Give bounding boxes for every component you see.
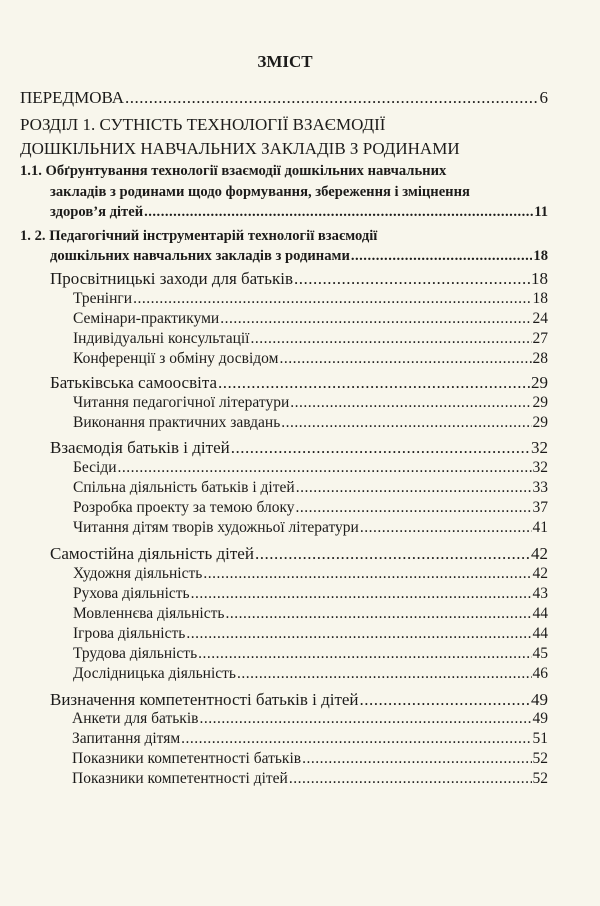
toc-entry-page: 28 [532,350,548,367]
leader-dots [186,624,531,644]
leader-dots [360,690,530,710]
toc-entry [73,498,548,518]
leader-dots [199,709,531,729]
toc-entry [20,115,385,135]
toc-entry-title: Рухова діяльність [73,585,190,602]
toc-entry-title: Конференції з обміну досвідом [73,350,279,367]
leader-dots [198,644,531,664]
toc-entry [73,458,548,478]
leader-dots [296,498,532,518]
leader-dots [290,393,531,413]
leader-dots [118,458,532,478]
toc-entry-page: 32 [532,459,548,476]
toc-entry-title: Читання дітям творів художньої літератури [73,519,359,536]
toc-entry-page: 42 [531,544,548,563]
leader-dots [296,478,532,498]
toc-entry [50,269,548,289]
leader-dots [289,769,532,789]
toc-entry-page: 41 [532,519,548,536]
toc-entry [50,438,548,458]
toc-entry-title: Батьківська самоосвіта [50,373,218,392]
toc-entry [72,769,548,789]
toc-entry [20,226,377,246]
toc-entry [50,373,548,393]
leader-dots [218,373,530,393]
toc-entry-page: 27 [532,330,548,347]
leader-dots [360,518,532,538]
toc-entry [72,709,548,729]
toc-entry-title: Визначення компетентності батьків і дітей [50,690,359,709]
toc-entry [72,749,548,769]
toc-entry-title: Індивідуальні консультації [73,330,250,347]
leader-dots [220,309,531,329]
toc-entry-page: 44 [532,605,548,622]
toc-entry-title: Спільна діяльність батьків і дітей [73,479,295,496]
toc-entry-title: 1.1. Обґрунтування технології взаємодії дошкільних навчальних [20,163,447,179]
toc-entry-page: 33 [532,479,548,496]
toc-entry [73,584,548,604]
toc-entry-page: 18 [533,248,548,264]
leader-dots [279,349,531,369]
toc-entry-page: 44 [532,625,548,642]
leader-dots [203,564,531,584]
toc-entry-page: 24 [532,310,548,327]
toc-entry-title: Виконання практичних завдань [73,414,281,431]
toc-entry-page: 6 [539,88,548,107]
toc-entry [50,690,548,710]
toc-entry [73,329,548,349]
toc-entry-title: Розробка проекту за темою блоку [73,499,295,516]
toc-entry-title: Читання педагогічної літератури [73,394,290,411]
toc-entry [73,309,548,329]
toc-entry-page: 45 [532,645,548,662]
toc-entry [73,644,548,664]
leader-dots [125,88,538,108]
toc-entry [50,202,548,222]
toc-entry-page: 51 [532,730,548,747]
toc-entry-page: 42 [532,565,548,582]
page-title: ЗМІСТ [257,52,313,71]
toc-entry-title: Показники компетентності батьків [72,750,302,767]
toc-entry-page: 18 [532,290,548,307]
toc-entry-page: 52 [532,770,548,787]
toc-entry [73,624,548,644]
toc-entry [73,349,548,369]
toc-entry [73,478,548,498]
leader-dots [281,413,531,433]
toc-entry-page: 29 [531,373,548,392]
toc-entry-title: Трудова діяльність [73,645,198,662]
toc-entry-title: Художня діяльність [73,565,203,582]
toc-entry [50,246,548,266]
leader-dots [255,544,530,564]
leader-dots [225,604,531,624]
toc-entry [20,139,460,159]
toc-entry-title: Самостійна діяльність дітей [50,544,254,563]
toc-entry [20,88,548,108]
toc-entry-page: 29 [532,414,548,431]
toc-entry-page: 11 [534,204,548,220]
toc-entry-title: Просвітницькі заходи для батьків [50,269,293,288]
toc-entry-title: Дослідницька діяльність [73,665,236,682]
toc-entry-page: 49 [532,710,548,727]
toc-entry-title: ДОШКІЛЬНИХ НАВЧАЛЬНИХ ЗАКЛАДІВ З РОДИНАМИ [20,139,460,158]
toc-entry-page: 37 [532,499,548,516]
toc-entry-title: Семінари-практикуми [73,310,220,327]
toc-entry [20,161,446,181]
toc-entry [73,393,548,413]
toc-entry-title: ПЕРЕДМОВА [20,88,125,107]
toc-entry-page: 29 [532,394,548,411]
toc-entry [50,182,470,202]
toc-entry [73,664,548,684]
leader-dots [237,664,532,684]
leader-dots [191,584,532,604]
toc-entry-page: 18 [531,269,548,288]
toc-entry-page: 49 [531,690,548,709]
leader-dots [181,729,531,749]
leader-dots [144,202,533,222]
toc-entry-page: 32 [531,438,548,457]
toc-entry-title: Тренінги [73,290,133,307]
toc-entry-title: РОЗДІЛ 1. СУТНІСТЬ ТЕХНОЛОГІЇ ВЗАЄМОДІЇ [20,115,386,134]
toc-entry-title: Запитання дітям [72,730,181,747]
toc-entry [50,544,548,564]
toc-entry [72,729,548,749]
toc-entry-title: здоров’я дітей [50,204,144,220]
toc-entry [73,604,548,624]
toc-entry-title: 1. 2. Педагогічний інструментарій технології взаємодії [20,228,378,244]
toc-entry-title: Бесіди [73,459,117,476]
toc-entry [73,413,548,433]
toc-entry-title: Взаємодія батьків і дітей [50,438,230,457]
toc-entry-title: Ігрова діяльність [73,625,186,642]
toc-entry-page: 52 [532,750,548,767]
toc-entry-page: 46 [532,665,548,682]
leader-dots [294,269,530,289]
leader-dots [231,438,530,458]
toc-entry-page: 43 [532,585,548,602]
toc-entry [73,564,548,584]
leader-dots [302,749,531,769]
toc-entry-title: Мовленнєва діяльність [73,605,225,622]
toc-entry-title: закладів з родинами щодо формування, збереження і зміцнення [50,184,470,200]
toc-entry-title: Анкети для батьків [72,710,199,727]
toc-entry-title: дошкільних навчальних закладів з родинами [50,248,350,264]
leader-dots [251,329,532,349]
toc-entry [73,289,548,309]
leader-dots [351,246,533,266]
toc-entry [73,518,548,538]
toc-entry-title: Показники компетентності дітей [72,770,288,787]
leader-dots [133,289,531,309]
